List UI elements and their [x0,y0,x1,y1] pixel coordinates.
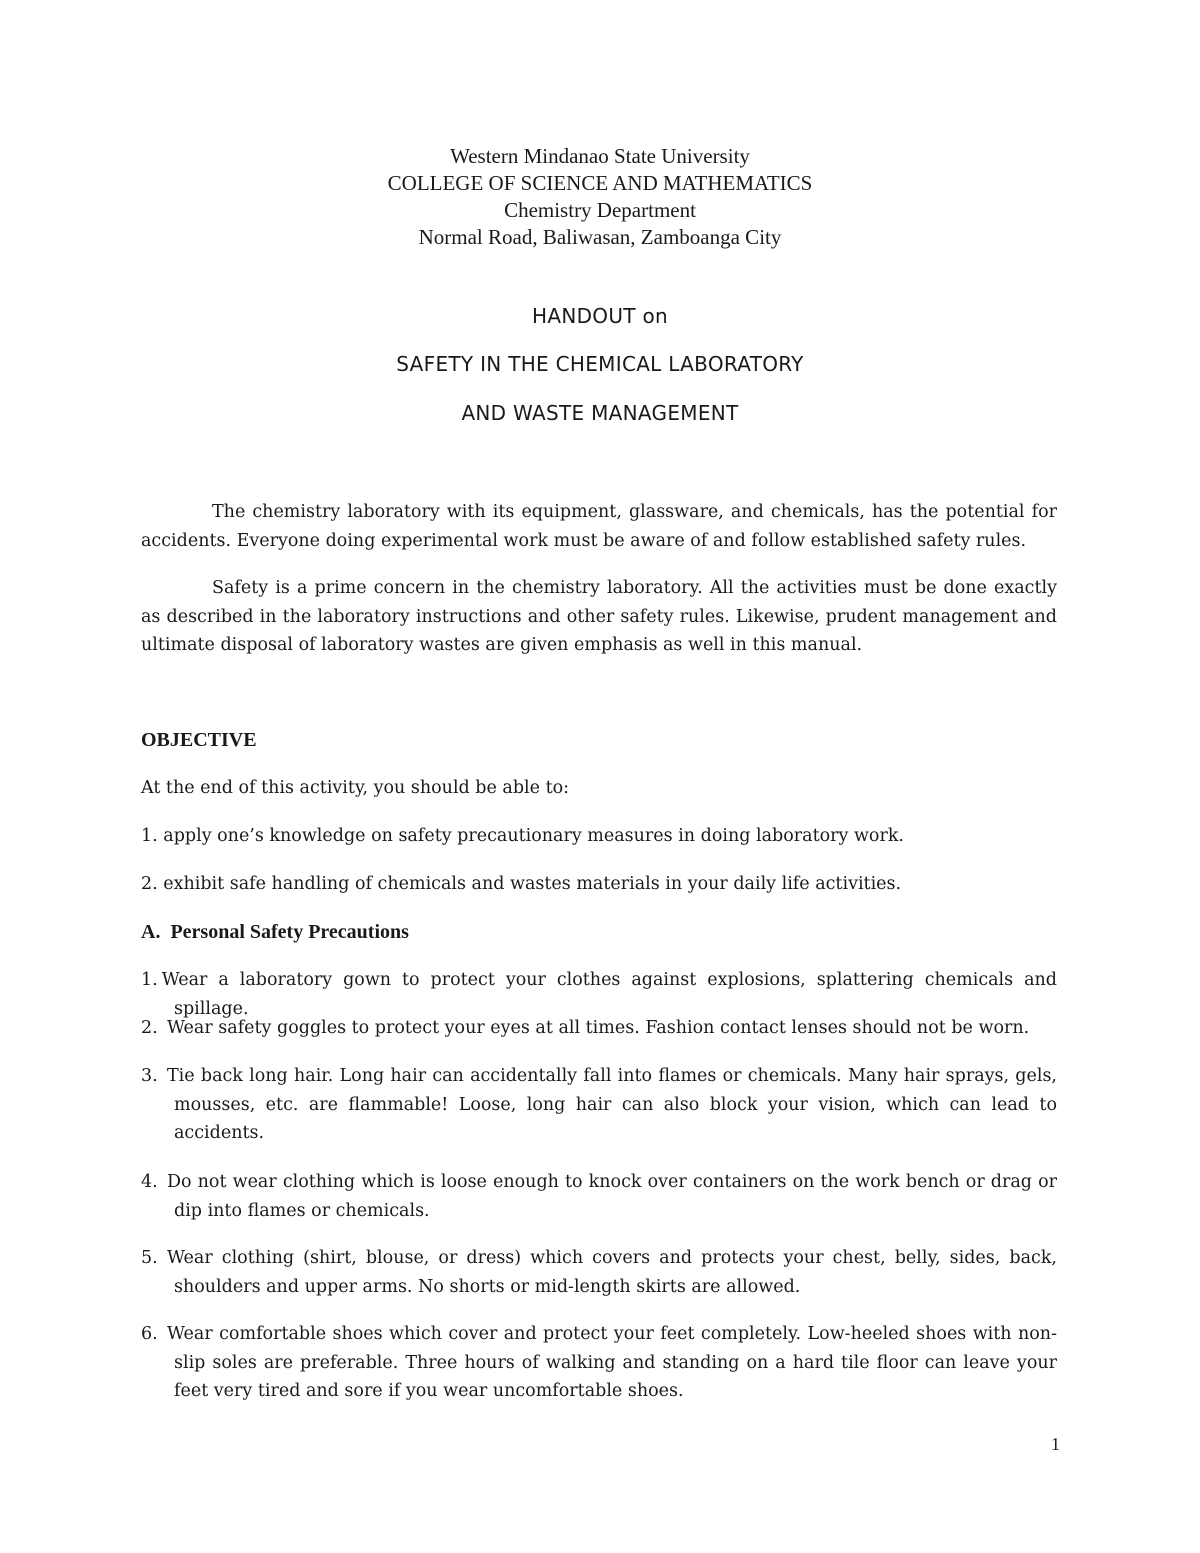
safety-item [141,1168,1057,1225]
item-text: Do not wear clothing which is loose enough to knock over containers on the work bench or drag or dip into flames or chemicals. [167,1172,1057,1221]
department-name: Chemistry Department [504,198,696,222]
item-number: 2. [141,1018,158,1038]
item-text: Tie back long hair. Long hair can accidentally fall into flames or chemicals. Many hair sprays, gels, mousses, etc. are flammable! Loose, long hair can also block your vision, which can lead to accidents. [167,1066,1057,1143]
safety-item [141,1320,1057,1406]
title-line-2: SAFETY IN THE CHEMICAL LABORATORY [396,352,804,376]
objective-item: 2. exhibit safe handling of chemicals and wastes materials in your daily life activities. [141,874,902,894]
objective-intro: At the end of this activity, you should be able to: [141,778,570,798]
item-number: 4. [141,1172,158,1192]
intro-paragraph-1: The chemistry laboratory with its equipment, glassware, and chemicals, has the potential for accidents. Everyone doing experimental work must be aware of and follow established safety rules. [141,502,1057,551]
address: Normal Road, Baliwasan, Zamboanga City [418,225,782,249]
safety-item [141,1014,1057,1043]
university-name: Western Mindanao State University [450,144,750,168]
document-header [0,143,1200,251]
item-number: 3. [141,1066,158,1086]
item-number: 6. [141,1324,158,1344]
item-number: 5. [141,1248,158,1268]
item-number: 1. [141,970,158,990]
title-line-1: HANDOUT on [532,304,668,328]
item-text: Wear safety goggles to protect your eyes at all times. Fashion contact lenses should not be worn. [167,1018,1030,1038]
objective-heading: OBJECTIVE [141,729,257,751]
safety-item [141,1244,1057,1301]
objective-item: 1. apply one’s knowledge on safety precautionary measures in doing laboratory work. [141,826,904,846]
title-line-3: AND WASTE MANAGEMENT [461,401,739,425]
safety-item [141,1062,1057,1148]
page-number: 1 [1051,1434,1060,1454]
college-name: COLLEGE OF SCIENCE AND MATHEMATICS [387,171,813,195]
item-text: Wear comfortable shoes which cover and protect your feet completely. Low-heeled shoes with non-slip soles are preferable. Three hours of walking and standing on a hard tile floor can leave your feet very tired and sore if you wear uncomfortable shoes. [167,1324,1057,1401]
item-text: Wear clothing (shirt, blouse, or dress) which covers and protects your chest, belly, sides, back, shoulders and upper arms. No shorts or mid-length skirts are allowed. [167,1248,1057,1297]
intro-paragraph-2: Safety is a prime concern in the chemistry laboratory. All the activities must be done exactly as described in the laboratory instructions and other safety rules. Likewise, prudent management and ultimate disposal of laboratory wastes are given emphasis as well in this manual. [141,578,1057,655]
section-a-heading: A. Personal Safety Precautions [141,921,409,943]
item-text: Wear a laboratory gown to protect your clothes against explosions, splattering chemicals and spillage. [161,970,1057,1019]
